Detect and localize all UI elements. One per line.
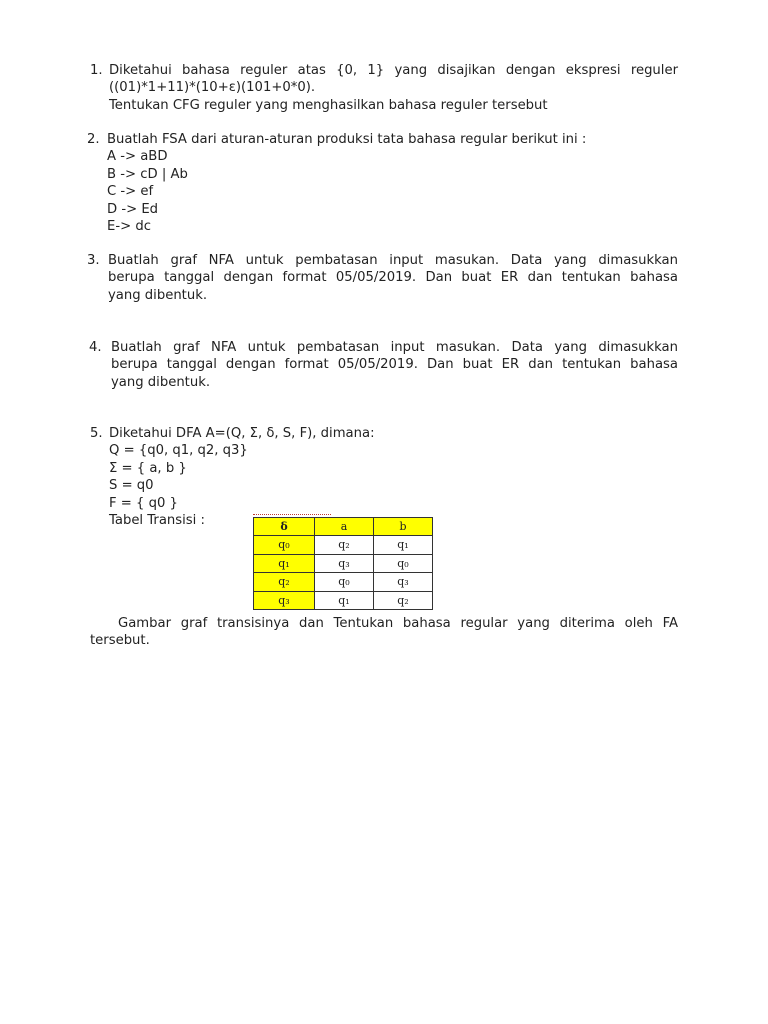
q1-number: 1. — [90, 63, 103, 78]
table-cell-state: q₀ — [254, 536, 315, 554]
q3-text-line2: berupa tanggal dengan format 05/05/2019. Dan buat ER dan tentukan bahasa — [108, 270, 678, 286]
production-rule: B -> cD | Ab — [107, 166, 188, 182]
q5-alphabet: Σ = { a, b } — [109, 460, 187, 476]
production-rule: E-> dc — [107, 219, 151, 235]
table-header-cell: b — [374, 518, 433, 536]
table-header-cell: δ — [254, 518, 315, 536]
question-3 — [108, 252, 678, 304]
table-cell: q₃ — [374, 573, 433, 591]
q4-text-line3: yang dibentuk. — [111, 374, 211, 390]
table-header-row — [254, 518, 433, 536]
q5-number: 5. — [90, 426, 103, 441]
table-cell: q₁ — [315, 591, 374, 609]
production-rule: C -> ef — [107, 184, 154, 200]
q4-text-line1: Buatlah graf NFA untuk pembatasan input masukan. Data yang dimasukkan — [111, 340, 678, 355]
q5-closing — [90, 615, 678, 650]
q5-closing-line1: Gambar graf transisinya dan Tentukan bahasa regular yang diterima oleh FA — [118, 616, 678, 631]
table-cell: q₂ — [315, 536, 374, 554]
table-row — [254, 536, 433, 554]
q4-text-line2: berupa tanggal dengan format 05/05/2019. Dan buat ER dan tentukan bahasa — [111, 357, 678, 373]
q3-text-line1: Buatlah graf NFA untuk pembatasan input masukan. Data yang dimasukkan — [108, 253, 678, 268]
table-cell: q₃ — [315, 554, 374, 572]
table-cell-state: q₃ — [254, 591, 315, 609]
q4-number: 4. — [89, 340, 102, 355]
transition-table — [253, 517, 433, 610]
q5-closing-line2: tersebut. — [90, 633, 150, 649]
question-1 — [109, 62, 678, 114]
table-row — [254, 573, 433, 591]
question-4 — [111, 339, 678, 391]
question-5 — [109, 425, 678, 529]
question-2 — [107, 131, 678, 235]
table-row — [254, 554, 433, 572]
q5-states: Q = {q0, q1, q2, q3} — [109, 443, 248, 459]
q1-expression: ((01)*1+11)*(10+ε)(101+0*0). — [109, 80, 316, 96]
table-marker-line — [253, 514, 331, 515]
q3-number: 3. — [87, 253, 100, 268]
production-rule: A -> aBD — [107, 149, 168, 165]
q1-text-line1: Diketahui bahasa reguler atas {0, 1} yang disajikan dengan ekspresi reguler — [109, 63, 678, 78]
table-header-cell: a — [315, 518, 374, 536]
table-cell: q₀ — [315, 573, 374, 591]
q5-start-state: S = q0 — [109, 478, 154, 494]
table-cell: q₁ — [374, 536, 433, 554]
production-rule: D -> Ed — [107, 201, 159, 217]
q5-dfa-definition: Diketahui DFA A=(Q, Σ, δ, S, F), dimana: — [109, 426, 375, 441]
q2-text: Buatlah FSA dari aturan-aturan produksi tata bahasa regular berikut ini : — [107, 132, 587, 147]
table-row — [254, 591, 433, 609]
q5-final-states: F = { q0 } — [109, 495, 178, 511]
q3-text-line3: yang dibentuk. — [108, 287, 208, 303]
table-cell-state: q₁ — [254, 554, 315, 572]
table-cell-state: q₂ — [254, 573, 315, 591]
q2-number: 2. — [87, 132, 100, 147]
table-cell: q₀ — [374, 554, 433, 572]
q5-table-label: Tabel Transisi : — [109, 513, 205, 529]
q1-text-line3: Tentukan CFG reguler yang menghasilkan bahasa reguler tersebut — [109, 97, 548, 113]
table-cell: q₂ — [374, 591, 433, 609]
